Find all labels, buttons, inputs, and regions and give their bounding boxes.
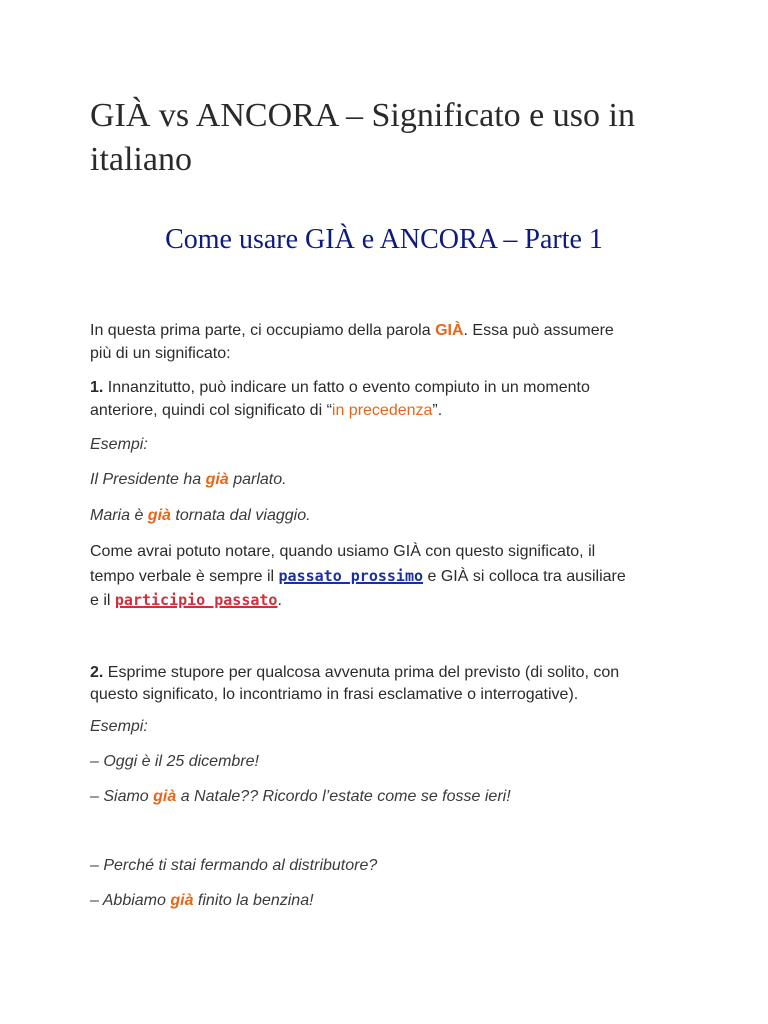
point-text: anteriore, quindi col significato di “ bbox=[90, 402, 332, 419]
example-sentence: Il Presidente ha già parlato. bbox=[90, 471, 287, 488]
section-heading: Come usare GIÀ e ANCORA – Parte 1 bbox=[165, 224, 603, 255]
keyword-gia: GIÀ bbox=[435, 322, 464, 339]
intro-text: In questa prima parte, ci occupiamo della parola bbox=[90, 322, 436, 339]
keyword-gia: già bbox=[147, 507, 171, 524]
point-text: Innanzitutto, può indicare un fatto o evento compiuto in un momento bbox=[103, 379, 590, 396]
point-number: 2. bbox=[90, 664, 104, 681]
examples-label: Esempi: bbox=[90, 718, 148, 735]
example-sentence: Maria è già tornata dal viaggio. bbox=[90, 507, 311, 524]
point-text: ”. bbox=[432, 402, 443, 419]
example-sentence: – Siamo già a Natale?? Ricordo l’estate come se fosse ieri! bbox=[90, 788, 511, 805]
note-line-1: Come avrai potuto notare, quando usiamo GIÀ con questo significato, il bbox=[90, 543, 596, 560]
point2-line-1 bbox=[90, 662, 690, 684]
point1-line-2 bbox=[90, 400, 690, 422]
page-title: GIÀ vs ANCORA – Significato e uso in italiano bbox=[90, 97, 635, 178]
point1-line-1 bbox=[90, 377, 690, 399]
point2-line-2: questo significato, lo incontriamo in frasi esclamative o interrogative). bbox=[90, 686, 579, 703]
point-text: Esprime stupore per qualcosa avvenuta prima del previsto (di solito, con bbox=[103, 664, 620, 681]
example-sentence: – Perché ti stai fermando al distributore? bbox=[90, 857, 378, 874]
intro-text: . Essa può assumere bbox=[463, 322, 614, 339]
example-sentence: – Oggi è il 25 dicembre! bbox=[90, 753, 259, 770]
intro-line-1 bbox=[90, 320, 690, 342]
point-number: 1. bbox=[90, 379, 104, 396]
example-sentence: – Abbiamo già finito la benzina! bbox=[90, 892, 314, 909]
keyword-gia: già bbox=[205, 471, 229, 488]
passato-prossimo-link[interactable]: passato prossimo bbox=[278, 567, 424, 585]
examples-label: Esempi: bbox=[90, 436, 148, 453]
intro-line-2: più di un significato: bbox=[90, 345, 231, 362]
keyword-gia: già bbox=[153, 788, 177, 805]
note-line-3: e il participio passato. bbox=[90, 591, 282, 609]
term-in-precedenza: in precedenza bbox=[331, 402, 433, 419]
note-line-2: tempo verbale è sempre il passato prossimo e GIÀ si colloca tra ausiliare bbox=[90, 567, 626, 585]
keyword-gia: già bbox=[170, 892, 194, 909]
participio-passato-link[interactable]: participio passato bbox=[114, 591, 278, 609]
